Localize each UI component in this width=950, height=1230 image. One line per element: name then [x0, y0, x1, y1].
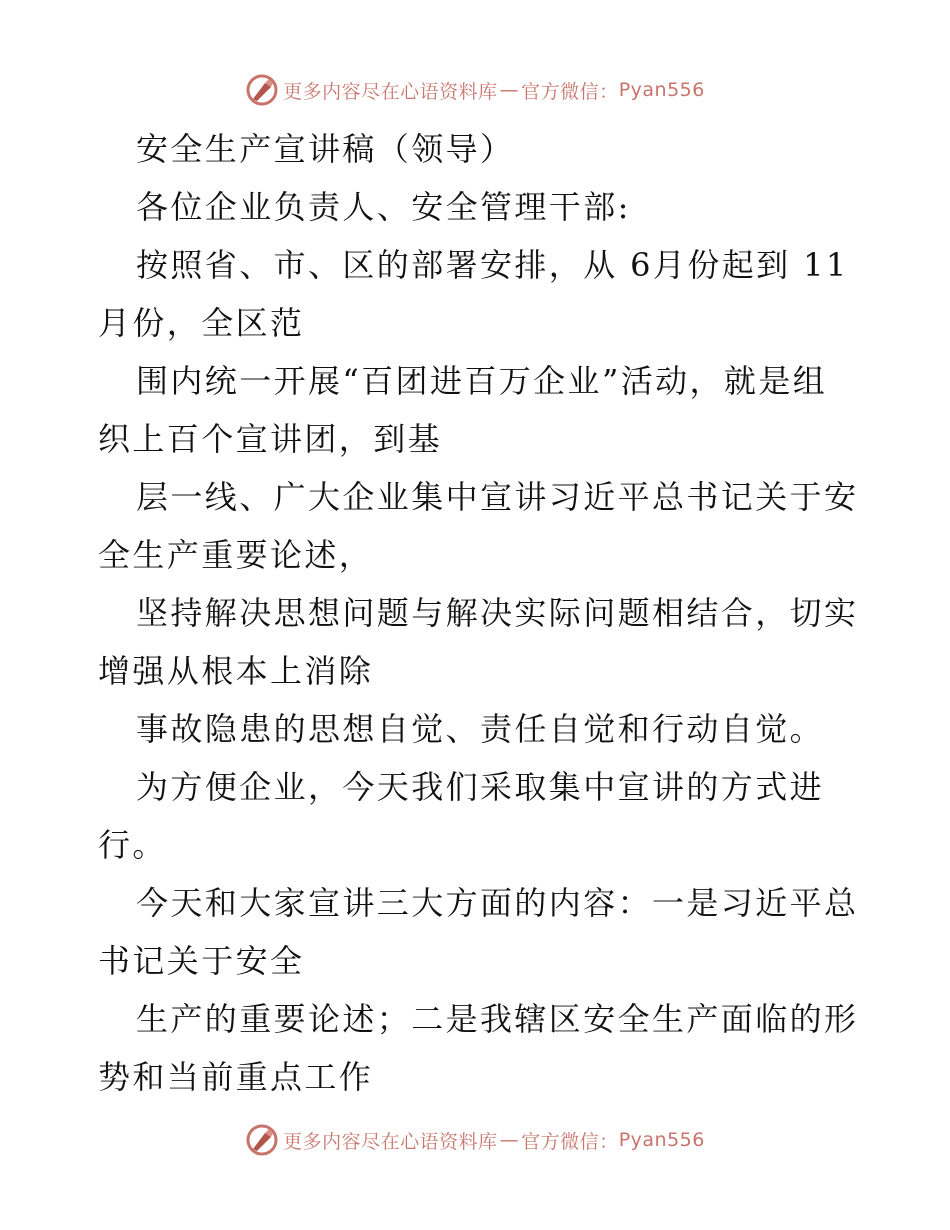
watermark-wechat-id: Pyan556 — [618, 79, 705, 101]
footer-watermark — [0, 1118, 950, 1162]
watermark-separator: — — [499, 79, 520, 101]
header-watermark — [0, 68, 950, 112]
watermark-wechat-label: 官方微信： — [521, 80, 619, 103]
paragraph-line: 今天和大家宣讲三大方面的内容：一是习近平总 — [136, 884, 859, 922]
paragraph-line: 按照省、市、区的部署安排，从 6月份起到 11 — [136, 246, 849, 284]
paragraph-line: 增强从根本上消除 — [98, 652, 374, 690]
salutation: 各位企业负责人、安全管理干部: — [136, 188, 631, 226]
watermark-separator: — — [499, 1129, 520, 1151]
watermark-wechat-id: Pyan556 — [618, 1129, 705, 1151]
paragraph-line: 围内统一开展“百团进百万企业”活动，就是组 — [136, 362, 828, 400]
paragraph-line: 行。 — [98, 826, 167, 864]
paragraph-line: 为方便企业，今天我们采取集中宣讲的方式进 — [136, 768, 825, 806]
document-title: 安全生产宣讲稿（领导） — [136, 130, 515, 168]
paragraph-line: 书记关于安全 — [98, 942, 305, 980]
pen-nib-logo-icon — [245, 73, 279, 107]
paragraph-line: 坚持解决思想问题与解决实际问题相结合，切实 — [136, 594, 859, 632]
pen-nib-logo-icon — [245, 1123, 279, 1157]
paragraph-line: 层一线、广大企业集中宣讲习近平总书记关于安 — [136, 478, 859, 516]
watermark-wechat-label: 官方微信： — [521, 1130, 619, 1153]
paragraph-line: 生产的重要论述；二是我辖区安全生产面临的形 — [136, 1000, 859, 1038]
watermark-text: 更多内容尽在心语资料库 — [283, 1130, 498, 1153]
paragraph-line: 势和当前重点工作 — [98, 1058, 374, 1096]
paragraph-line: 织上百个宣讲团，到基 — [98, 420, 443, 458]
paragraph-line: 事故隐患的思想自觉、责任自觉和行动自觉。 — [136, 710, 825, 748]
document-body — [98, 120, 858, 1106]
watermark-text: 更多内容尽在心语资料库 — [283, 80, 498, 103]
paragraph-line: 全生产重要论述， — [98, 536, 374, 574]
paragraph-line: 月份，全区范 — [98, 304, 305, 342]
